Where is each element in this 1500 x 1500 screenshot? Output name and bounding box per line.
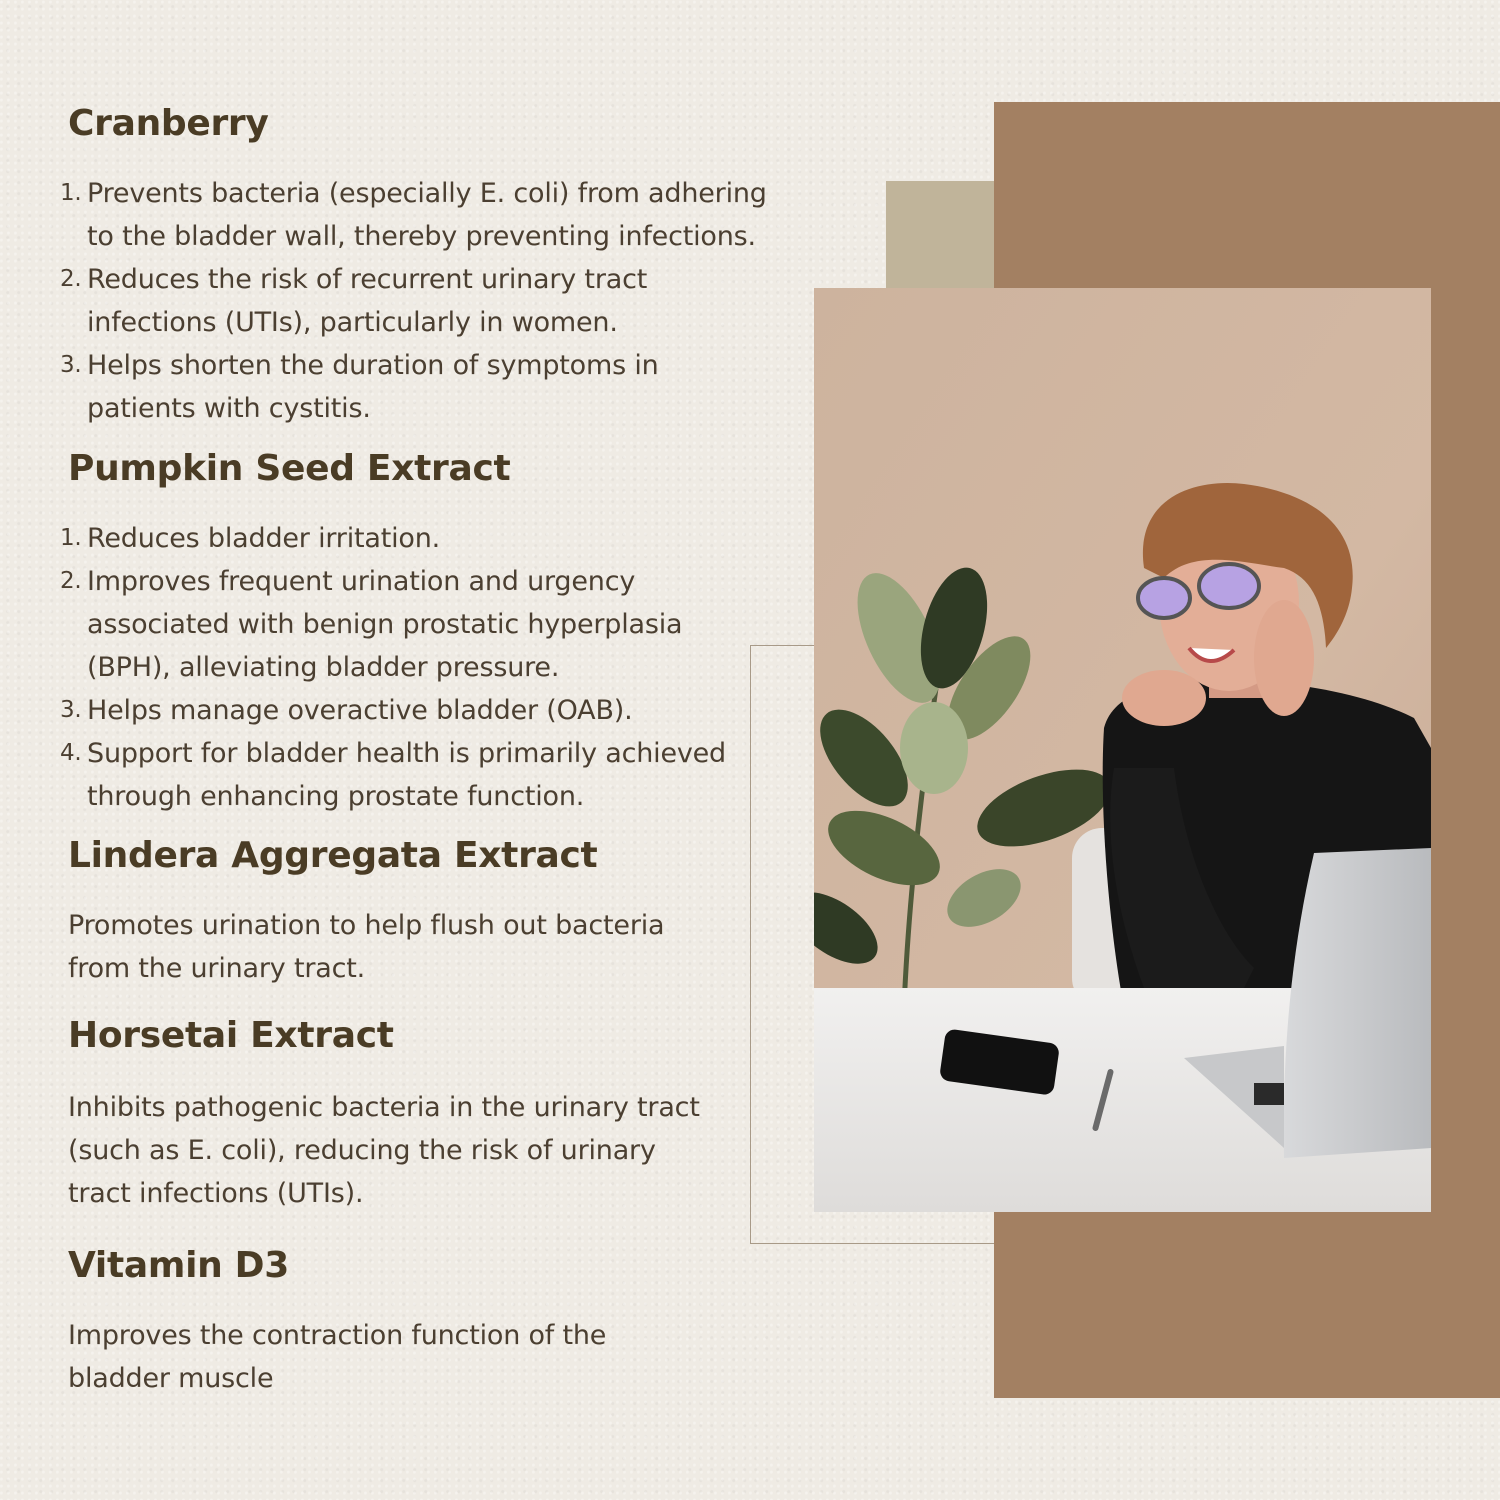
- cranberry-benefits-list: [60, 172, 767, 430]
- list-item: 2. Reduces the risk of recurrent urinary tract infections (UTIs), particularly in women.: [60, 264, 648, 338]
- decorative-sage-block: [886, 181, 994, 288]
- woman-at-desk-photo: [814, 288, 1431, 1212]
- section-title-pumpkin: Pumpkin Seed Extract: [68, 448, 511, 489]
- section-title-horsetail: Horsetai Extract: [68, 1015, 394, 1056]
- horsetail-description: Inhibits pathogenic bacteria in the urinary tract (such as E. coli), reducing the risk of urinary tract infections (UTIs).: [68, 1092, 700, 1209]
- list-item: 3. Helps shorten the duration of symptoms in patients with cystitis.: [60, 350, 659, 424]
- lindera-description: Promotes urination to help flush out bacteria from the urinary tract.: [68, 910, 665, 984]
- section-title-cranberry: Cranberry: [68, 103, 269, 144]
- section-title-vitamin-d3: Vitamin D3: [68, 1245, 290, 1286]
- list-item: 4. Support for bladder health is primarily achieved through enhancing prostate function.: [60, 738, 726, 812]
- pumpkin-benefits-list: [60, 517, 726, 818]
- list-item: 1. Reduces bladder irritation.: [60, 523, 441, 554]
- vitamin-d3-description: Improves the contraction function of the bladder muscle: [68, 1320, 607, 1394]
- list-item: 2. Improves frequent urination and urgency associated with benign prostatic hyperplasia (BPH), alleviating bladder pressure.: [60, 566, 683, 683]
- list-item: 1. Prevents bacteria (especially E. coli) from adhering to the bladder wall, thereby preventing infections.: [60, 178, 767, 252]
- section-title-lindera: Lindera Aggregata Extract: [68, 835, 598, 876]
- list-item: 3. Helps manage overactive bladder (OAB).: [60, 695, 633, 726]
